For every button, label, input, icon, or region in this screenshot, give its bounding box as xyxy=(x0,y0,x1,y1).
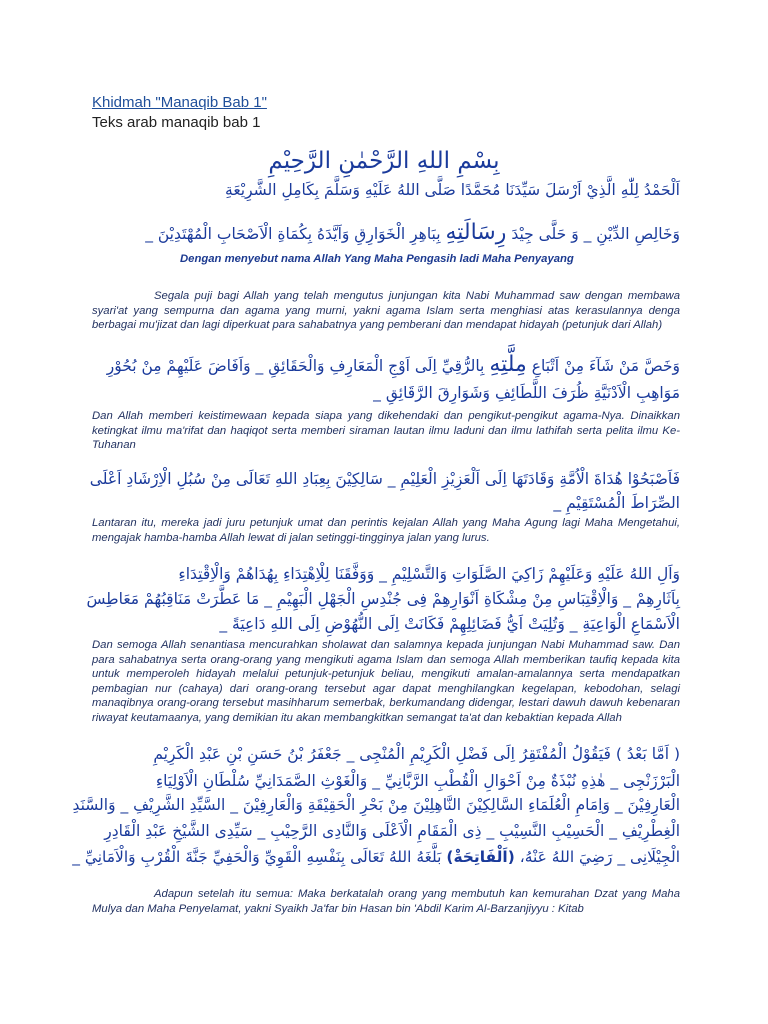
translation-paragraph: Lantaran itu, mereka jadi juru petunjuk umat dan perintis kejalan Allah yang Maha Agung lagi Maha Mengetahui, mengajak hamba-hamba Allah lewat di jalan setinggi-tingginya jalan yang lurus. xyxy=(92,517,680,544)
arabic-segment: بِالرُّقِيِّ اِلَى اَوْجِ الْمَعَارِفِ وَالْحَقَائِقِ _ وَاَفَاضَ عَلَيْهِمْ مِنْ بُحُوْرِ xyxy=(106,357,485,375)
translation-paragraph: Dan semoga Allah senantiasa mencurahkan sholawat dan salamnya kepada junjungan Nabi Muhammad saw. Dan para sahabatnya serta orang-orang yang mengikuti agama Islam dan semoga Allah memberikan taufiq kepada kita untuk memperoleh hidayah melalui petunjuk-petunjuk beliau, mengikuti amalan-amalannya serta mendapatkan pembagian nur (cahaya) dari orang-orang tersebut agar dapat menghilangkan kegelapan, kebodohan, selagi manaqibnya orang-orang tersebut masihharum semerbak, berkumandang didengar, lestari dawuh dawuh kebenaran riwayat keutamaanya, yang demikian itu akan membangkitkan semangat ta'at dan kebaktian kepada Allah xyxy=(92,639,680,724)
arabic-segment: الْجِيْلَانِى _ رَضِيَ اللهُ عَنْهُ، xyxy=(519,848,680,866)
arabic-segment: بَلَّغَهُ اللهُ تَعَالَى بِنَفْسِهِ الْقَوِيِّ وَالْحَفِيِّ جَنَّةَ الْقُرْبِ وَالْاَمَانِيِّ _ xyxy=(72,848,442,866)
translation-3 xyxy=(92,516,680,545)
arabic-line-1-2 xyxy=(145,222,680,244)
translation-paragraph: Dan Allah memberi keistimewaan kepada siapa yang dikehendaki dan pengikut-pengikut agama-Nya. Dinaikkan ketingkat ilmu ma'rifat dan haqiqot serta memberi siraman lautan ilmu laduni dan ilmu lathifah serta pelita ilmu Ke-Tuhanan xyxy=(92,410,680,451)
arabic-segment: وَخَصَّ مَنْ شَآءَ مِنْ اَتْبَاعِ xyxy=(531,357,680,375)
arabic-segment: بِبَاهِرِ الْخَوَارِقِ وَاَيَّدَهُ بِكُمَاةِ الْاَصْحَابِ الْمُهْتَدِيْنَ _ xyxy=(145,225,441,243)
arabic-emphasis-alfatihah: (اَلْفَاتِحَةْ) xyxy=(446,848,515,866)
arabic-line-5-2: الْبَرْزَنْجِى _ هٰذِهِ نُبْذَةٌ مِنْ اَحْوَالِ الْقُطْبِ الرَّبَّانِيِّ _ وَالْغَوْثِ الصَّمَدَانِيِّ سُلْطَانِ الْاَوْلِيَاءِ xyxy=(155,772,680,790)
arabic-line-5-4: الْغِطْرِيْفِ _ الْحَسِيْبِ النَّسِيْبِ _ ذِى الْمَقَامِ الْاَعْلَى وَالنَّادِى الرَّحِيْبِ _ سَيِّدِى الشَّيْخِ عَبْدِ الْقَادِرِ xyxy=(104,822,680,840)
arabic-line-1-1: اَلْحَمْدُ لِلّٰهِ الَّذِيْ اَرْسَلَ سَيِّدَنَا مُحَمَّدًا صَلَّى اللهُ عَلَيْهِ وَسَلَّمَ بِكَامِلِ الشَّرِيْعَةِ xyxy=(225,181,680,199)
arabic-line-4-2: بِاَثَارِهِمْ _ وَالْاِقْتِبَاسِ مِنْ مِشْكَاةِ اَنْوَارِهِمْ فِى جُنْدِسِ الْجَهْلِ الْبَهِيْمِ _ مَا عَطَّرَتْ مَنَاقِبُهُمْ مَعَاطِسَ xyxy=(86,590,680,608)
page-subtitle: Teks arab manaqib bab 1 xyxy=(92,114,261,131)
arabic-line-4-3: الْاَسْمَاعِ الْوَاعِيَةِ _ وَتُلِيَتْ اَيُّ فَضَائِلِهِمْ فَكَانَتْ اِلَى النُّهُوْضِ اِلَى اللهِ دَاعِيَةً _ xyxy=(219,615,680,633)
arabic-segment: وَخَالِصِ الدِّيْنِ _ وَ حَلَّى جِيْدَ xyxy=(511,225,680,243)
arabic-line-5-3: الْعَارِفِيْنَ _ وَاِمَامِ الْعُلَمَاءِ السَّالِكِيْنَ النَّاهِلِيْنَ مِنْ بَحْرِ الْحَقِيْقَةِ وَالْعَارِفِيْنَ _ السَّيِّدِ الشَّرِيْفِ _ وَالسَّنَدِ xyxy=(72,796,680,814)
arabic-line-3-2: الصِّرَاطَ الْمُسْتَقِيْمِ _ xyxy=(553,494,680,512)
translation-paragraph: Adapun setelah itu semua: Maka berkatalah orang yang membutuh kan kemurahan Dzat yang Maha Mulya dan Maha Penyelamat, yakni Syaikh Ja'far bin Hasan bin 'Abdil Karim Al-Barzanjiyyu : Kitab xyxy=(92,888,680,915)
translation-paragraph: Segala puji bagi Allah yang telah mengutus junjungan kita Nabi Muhammad saw dengan membawa syari'at yang sempurna dan agama yang murni, yakni agama Islam serta menghiasi atas kerasulannya denga berbagai mu'jizat dan lagi diperkuat para sahabatnya yang pemberani dan mendapat hidayah (petunjuk dari Allah) xyxy=(92,290,680,331)
arabic-line-4-1: وَاَلِ اللهُ عَلَيْهِ وَعَلَيْهِمْ زَاكِيَ الصَّلَوَاتِ وَالتَّسْلِيْمِ _ وَوَفَّقَنَا لِلْاِهْتِدَاءِ بِهُدَاهُمْ وَالْاِقْتِدَاءِ xyxy=(178,565,680,583)
arabic-line-2-1 xyxy=(107,354,680,376)
basmala-translation: Dengan menyebut nama Allah Yang Maha Pengasih ladi Maha Penyayang xyxy=(180,253,574,265)
basmala-line: بِسْمِ اللهِ الرَّحْمٰنِ الرَّحِيْمِ xyxy=(268,148,500,174)
arabic-emphasis-millatihi: مِلَّتِهِ xyxy=(489,352,527,377)
page-title-link[interactable]: Khidmah "Manaqib Bab 1" xyxy=(92,94,267,111)
translation-4 xyxy=(92,638,680,725)
translation-1 xyxy=(92,289,680,333)
translation-5 xyxy=(92,887,680,916)
translation-2 xyxy=(92,409,680,453)
arabic-line-3-1: فَاَصْبَحُوْا هُدَاةَ الْاُمَّةِ وَقَادَتَهَا اِلَى اَلْعَزِيْزِ الْعَلِيْمِ _ سَالِكِيْنَ بِعِبَادِ اللهِ تَعَالَى مِنْ سُبُلِ الْاِرْشَادِ اَعْلَى xyxy=(89,470,680,488)
arabic-line-5-5 xyxy=(72,850,680,865)
arabic-emphasis-risalatihi: رِسَالَتِهِ xyxy=(445,220,507,245)
arabic-line-5-1: ( اَمَّا بَعْدُ ) فَيَقُوْلُ الْمُفْتَقِرُ اِلَى فَضْلِ الْكَرِيْمِ الْمُنْجِى _ جَعْفَرُ بْنُ حَسَنِ بْنِ عَبْدِ الْكَرِيْمِ xyxy=(153,745,680,763)
arabic-line-2-2: مَوَاهِبِ الْاَدْنَيَّةِ ظُرَفَ اللَّطَائِفِ وَشَوَارِقَ الرَّقَائِقِ _ xyxy=(373,384,680,402)
